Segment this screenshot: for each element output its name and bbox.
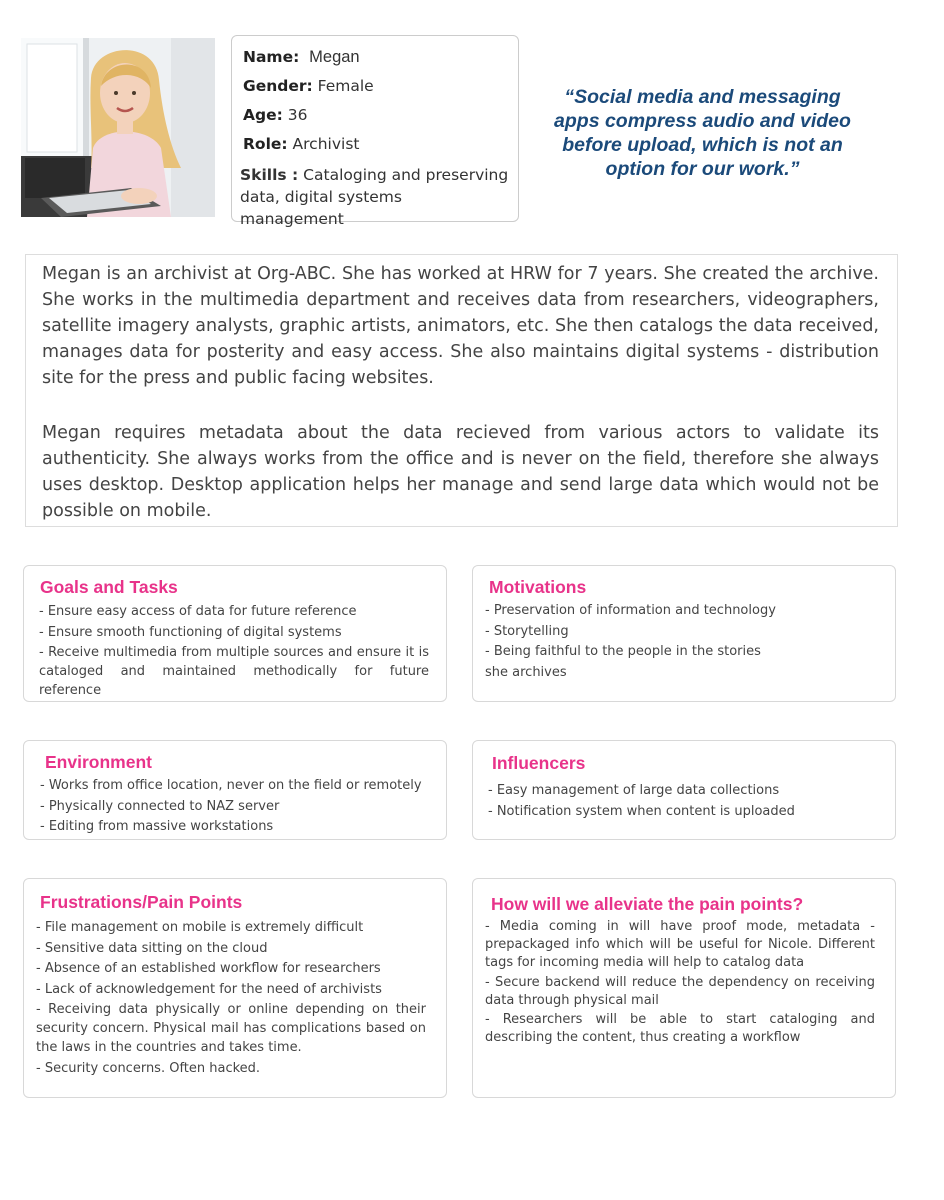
- alleviate-card: [472, 878, 896, 1098]
- bio-paragraph-2: Megan requires metadata about the data recieved from various actors to validate its authenticity. She always works from the office and is never on the field, therefore she always uses desktop. Desktop application helps her manage and send large data which would not be possible on mobile.: [42, 423, 879, 521]
- list-item: - Notification system when content is uploaded: [488, 803, 795, 819]
- alleviate-list: [485, 918, 875, 1049]
- list-item: - Receive multimedia from multiple sources and ensure it is cataloged and maintained methodically for future reference: [39, 645, 429, 698]
- name-label: Name:: [243, 48, 300, 66]
- frustrations-list: [36, 918, 426, 1079]
- environment-title: Environment: [45, 752, 152, 772]
- gender-row: [243, 76, 374, 97]
- list-item: - Physically connected to NAZ server: [40, 798, 280, 814]
- goals-title: Goals and Tasks: [40, 577, 178, 597]
- persona-bio: [25, 254, 898, 527]
- list-item: - Security concerns. Often hacked.: [36, 1060, 261, 1076]
- list-item: - File management on mobile is extremely difficult: [36, 920, 364, 935]
- list-item: - Receiving data physically or online depending on their security concern. Physical mail has complications based on the laws in the countries and takes time.: [36, 1002, 426, 1055]
- skills-value: Cataloging and preserving data, digital systems management: [240, 166, 509, 228]
- list-item: - Absence of an established workflow for researchers: [36, 961, 381, 976]
- motivations-list: [485, 601, 785, 683]
- alleviate-title: How will we alleviate the pain points?: [491, 894, 804, 914]
- persona-photo: [21, 38, 215, 217]
- list-item: - Easy management of large data collections: [488, 783, 780, 798]
- influencers-list: [488, 781, 878, 822]
- influencers-card: [472, 740, 896, 840]
- role-row: [243, 134, 359, 155]
- list-item: - Preservation of information and technology: [485, 603, 776, 618]
- skills-row: [240, 164, 510, 230]
- list-item: - Being faithful to the people in the stories she archives: [485, 644, 761, 680]
- list-item: - Storytelling: [485, 623, 569, 639]
- list-item: - Works from office location, never on the field or remotely: [40, 778, 422, 793]
- influencers-title: Influencers: [492, 753, 586, 773]
- list-item: - Ensure easy access of data for future reference: [39, 604, 357, 619]
- list-item: - Researchers will be able to start cataloging and describing the content, thus creating a workflow: [485, 1012, 875, 1045]
- age-label: Age:: [243, 106, 283, 124]
- frustrations-card: [23, 878, 447, 1098]
- list-item: - Lack of acknowledgement for the need of archivists: [36, 981, 382, 997]
- list-item: - Secure backend will reduce the dependency on receiving data through physical mail: [485, 974, 875, 1008]
- motivations-card: [472, 565, 896, 702]
- goals-list: [39, 602, 429, 702]
- skills-label: Skills :: [240, 166, 299, 184]
- persona-info-card: [231, 35, 519, 228]
- environment-list: [40, 776, 440, 838]
- role-value: Archivist: [292, 135, 360, 153]
- persona-quote: “Social media and messaging apps compress audio and video before upload, which is not an option for our work.”: [554, 86, 851, 180]
- list-item: - Ensure smooth functioning of digital systems: [39, 624, 342, 640]
- list-item: - Editing from massive workstations: [40, 819, 274, 834]
- list-item: - Sensitive data sitting on the cloud: [36, 940, 268, 956]
- frustrations-title: Frustrations/Pain Points: [40, 892, 243, 912]
- age-value: 36: [287, 106, 308, 124]
- bio-paragraph-1: Megan is an archivist at Org-ABC. She has worked at HRW for 7 years. She created the archive. She works in the multimedia department and receives data from researchers, videographers, satellite imagery analysts, graphic artists, animators, etc. She then catalogs the data received, manages data for posterity and easy access. She also maintains digital systems - distribution site for the press and public facing websites.: [42, 264, 879, 388]
- role-label: Role:: [243, 135, 288, 153]
- name-value: Megan: [309, 48, 360, 66]
- name-row: [243, 47, 360, 68]
- gender-label: Gender:: [243, 77, 313, 95]
- motivations-title: Motivations: [489, 577, 587, 597]
- environment-card: [23, 740, 447, 840]
- age-row: [243, 105, 307, 126]
- gender-value: Female: [317, 77, 374, 95]
- list-item: - Media coming in will have proof mode, metadata - prepackaged info which will be useful for Nicole. Different tags for incoming media will help to catalog data: [485, 919, 875, 970]
- goals-card: [23, 565, 447, 702]
